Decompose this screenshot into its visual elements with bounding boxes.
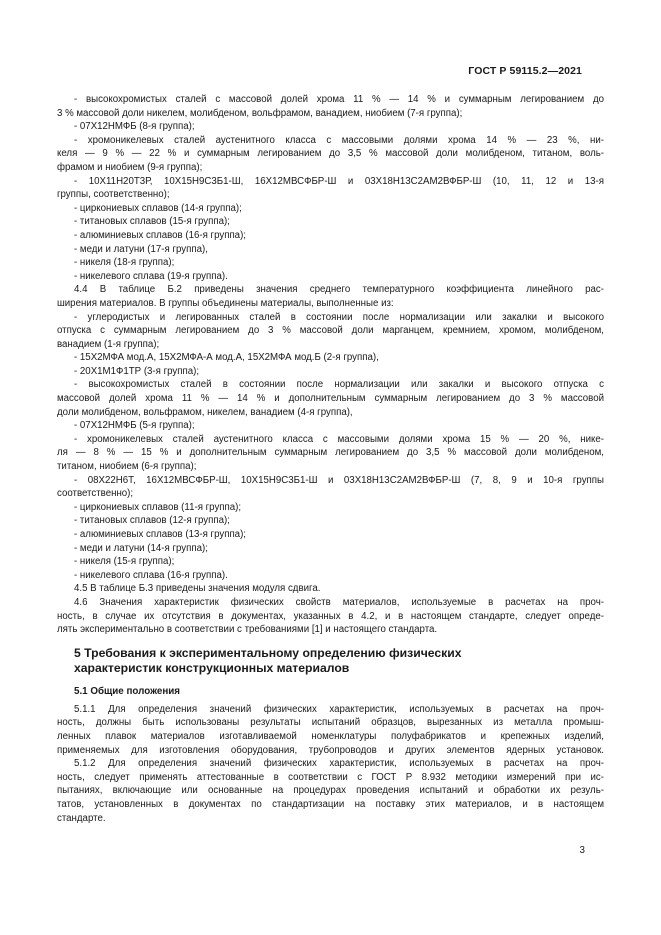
- text-line: - углеродистых и легированных сталей в состоянии после нормализации или закалки и высокого: [74, 311, 604, 323]
- text-line: 4.6 Значения характеристик физических свойств материалов, используемые в расчетах на проч-: [74, 596, 604, 608]
- text-line: ширения материалов. В группы объединены материалы, выполненные из:: [57, 297, 394, 309]
- text-line: ность, в случае их отсутствия в документах, указанных в 4.2, и в настоящем стандарте, следует опреде-: [57, 610, 604, 622]
- text-line: - хромоникелевых сталей аустенитного класса с массовыми долями хрома 14 % — 23 %, ни-: [74, 134, 604, 146]
- text-line: - 15Х2МФА мод.А, 15Х2МФА-А мод.А, 15Х2МФА мод.Б (2-я группа),: [74, 352, 379, 364]
- text-line: ванадием (1-я группа);: [57, 338, 160, 350]
- text-line: - никеля (18-я группа);: [74, 257, 175, 269]
- text-line: - титановых сплавов (12-я группа);: [74, 515, 230, 527]
- paragraphs-section-5-1: [57, 703, 604, 825]
- text-line: доли молибденом, вольфрамом, никелем, ванадием (4-я группа),: [57, 406, 353, 418]
- section-5-title-line-2: характеристик конструкционных материалов: [74, 660, 350, 675]
- text-line: стандарте.: [57, 812, 106, 824]
- section-5-title-line-1: 5 Требования к экспериментальному определению физических: [74, 645, 462, 660]
- section-5-heading: [57, 646, 604, 676]
- text-line: - никелевого сплава (16-я группа).: [74, 569, 228, 581]
- text-line: - никелевого сплава (19-я группа).: [74, 270, 228, 282]
- text-line: - титановых сплавов (15-я группа);: [74, 216, 230, 228]
- text-line: - высокохромистых сталей с массовой долей хрома 11 % — 14 % и суммарным легированием до: [74, 94, 604, 105]
- paragraphs-section-4: [57, 93, 604, 637]
- text-line: 4.4 В таблице Б.2 приведены значения среднего температурного коэффициента линейного рас-: [74, 284, 604, 296]
- text-line: лять экспериментально в соответствии с требованиями [1] и настоящего стандарта.: [57, 624, 438, 636]
- text-line: 4.5 В таблице Б.3 приведены значения модуля сдвига.: [74, 583, 321, 595]
- text-line: - 08Х22Н6Т, 16Х12МВСФБР-Ш, 10Х15Н9С3Б1-Ш и 03Х18Н13С2АМ2ВФБР-Ш (7, 8, 9 и 10-я группы: [74, 474, 604, 486]
- page-number: 3: [579, 845, 585, 856]
- text-line: келя — 9 % — 22 % и суммарным легированием до 3,5 % массовой доли молибденом, титаном, воль-: [57, 148, 604, 160]
- text-line: ленных плавок материалов изготавливаемой номенклатуры полуфабрикатов и крепежных изделий,: [57, 730, 604, 742]
- text-line: 3 % массовой доли никелем, молибденом, вольфрамом, ванадием, ниобием (7-я группа);: [57, 107, 463, 119]
- text-line: пытаниях, включающие или основанные на процедурах проведения испытаний и обработки их резуль-: [57, 785, 604, 797]
- document-code: ГОСТ Р 59115.2—2021: [468, 65, 582, 77]
- text-line: - никеля (15-я группа);: [74, 556, 175, 568]
- text-line: титаном, ниобием (6-я группа);: [57, 461, 197, 473]
- text-line: - меди и латуни (14-я группа);: [74, 542, 208, 554]
- text-line: - циркониевых сплавов (11-я группа);: [74, 501, 242, 513]
- text-line: группы, соответственно);: [57, 189, 170, 201]
- text-line: - высокохромистых сталей в состоянии после нормализации или закалки и высокого отпуска с: [74, 379, 604, 391]
- text-line: - алюминиевых сплавов (16-я группа);: [74, 229, 246, 241]
- text-line: - меди и латуни (17-я группа),: [74, 243, 208, 255]
- text-line: ля — 8 % — 15 % и дополнительным суммарным легированием до 3,5 % массовой доли молибденом,: [57, 447, 604, 459]
- subsection-5-1-heading: 5.1 Общие положения: [74, 685, 181, 697]
- text-line: - циркониевых сплавов (14-я группа);: [74, 202, 242, 214]
- text-line: - алюминиевых сплавов (13-я группа);: [74, 529, 246, 540]
- text-line: применяемых для изготовления оборудования, трубопроводов и других элементов ядерных установок.: [57, 744, 604, 756]
- text-line: 5.1.1 Для определения значений физических характеристик, используемых в расчетах на проч-: [74, 703, 604, 715]
- text-line: массовой долей хрома 11 % — 14 % и дополнительным суммарным легированием до 3 % массовой: [57, 393, 604, 405]
- text-line: татов, установленных в документах по стандартизации на поставку этих материалов, и в настоящем: [57, 798, 604, 810]
- text-line: отпуска с суммарным легированием до 3 % массовой доли марганцем, кремнием, хромом, молибденом,: [57, 325, 604, 337]
- page-body: [57, 93, 604, 825]
- text-line: - 07Х12НМФБ (8-я группа);: [74, 121, 195, 133]
- text-line: - 20Х1М1Ф1ТР (3-я группа);: [74, 365, 200, 377]
- text-line: ность, следует применять аттестованные в соответствии с ГОСТ Р 8.932 методики измерений при ис-: [57, 771, 604, 783]
- text-line: ность, должны быть использованы результаты испытаний образцов, вырезанных из металла промыш-: [57, 717, 604, 729]
- text-line: 5.1.2 Для определения значений физических характеристик, используемых в расчетах на проч-: [74, 758, 604, 770]
- text-line: фрамом и ниобием (9-я группа);: [57, 161, 203, 173]
- text-line: - хромоникелевых сталей аустенитного класса с массовыми долями хрома 15 % — 20 %, нике-: [74, 433, 604, 445]
- text-line: соответственно);: [57, 488, 134, 500]
- text-line: - 07Х12НМФБ (5-я группа);: [74, 420, 195, 432]
- text-line: - 10Х11Н20Т3Р, 10Х15Н9С3Б1-Ш, 16Х12МВСФБР-Ш и 03Х18Н13С2АМ2ВФБР-Ш (10, 11, 12 и 13-я: [74, 175, 604, 187]
